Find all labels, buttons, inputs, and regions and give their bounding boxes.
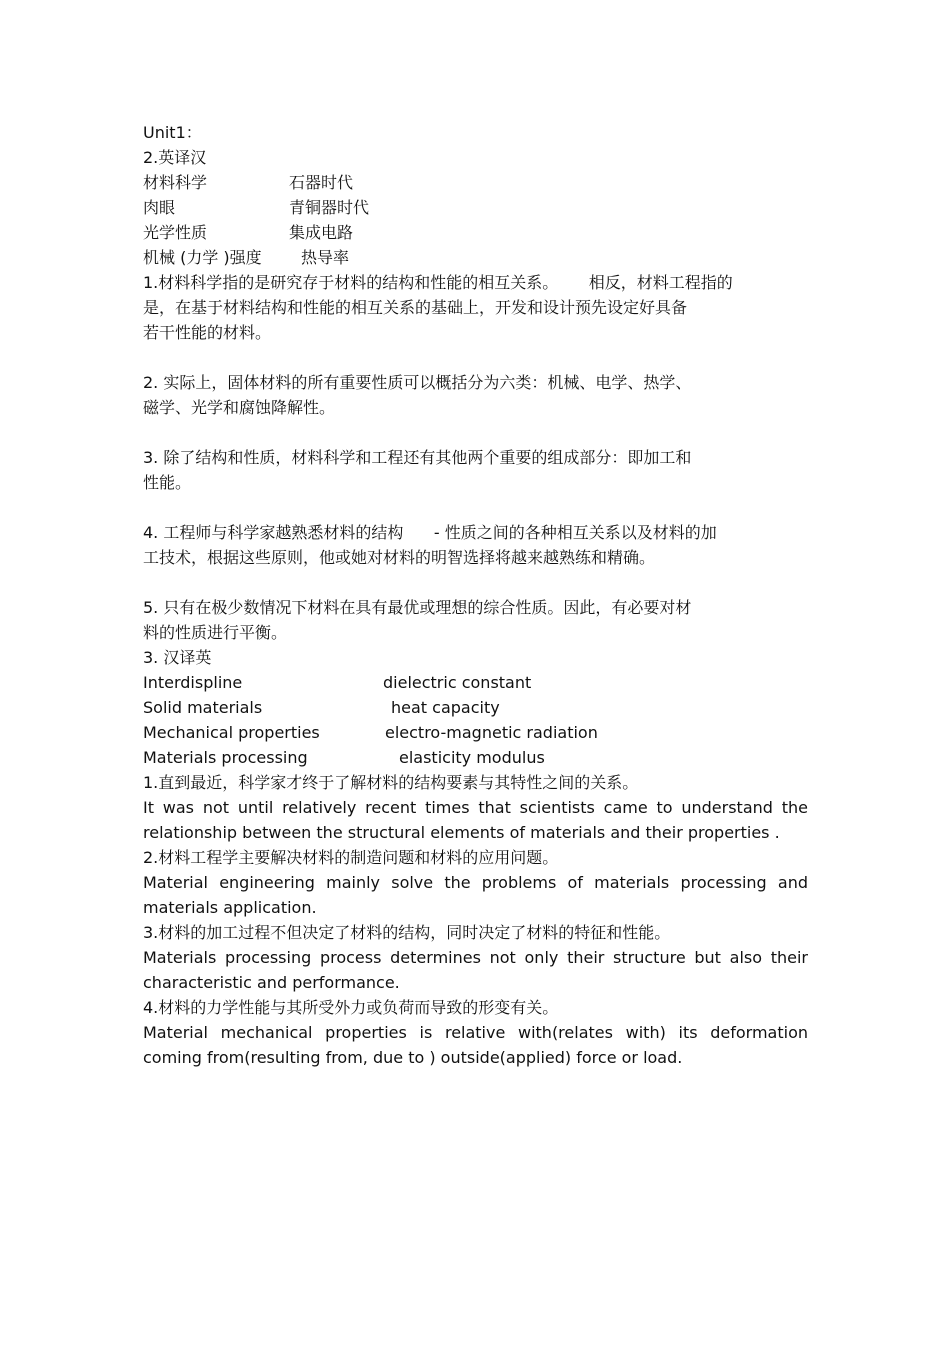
vocab-term: 石器时代 <box>289 173 354 192</box>
translation-target: Materials processing process determines not only their structure but also their characteristic and performance. <box>143 948 808 992</box>
vocab-row <box>143 720 808 745</box>
translation-source: 4.材料的力学性能与其所受外力或负荷而导致的形变有关。 <box>143 998 559 1017</box>
vocab-term: 材料科学 <box>143 173 208 192</box>
blank-line <box>143 570 808 595</box>
paragraph-line: 料的性质进行平衡。 <box>143 623 288 642</box>
vocab-term: electro-magnetic radiation <box>385 723 598 742</box>
vocab-term: 光学性质 <box>143 223 208 242</box>
document-page <box>143 120 808 1070</box>
vocab-term: 青铜器时代 <box>289 198 370 217</box>
vocab-term: elasticity modulus <box>399 748 545 767</box>
vocab-term: 集成电路 <box>289 223 354 242</box>
unit-title: Unit1： <box>143 123 202 142</box>
blank-line <box>143 495 808 520</box>
translation-target: Material engineering mainly solve the problems of materials processing and materials application. <box>143 873 808 917</box>
vocab-row <box>143 195 808 220</box>
vocab-term: 肉眼 <box>143 198 176 217</box>
translation-source: 2.材料工程学主要解决材料的制造问题和材料的应用问题。 <box>143 848 559 867</box>
translation-target: It was not until relatively recent times that scientists came to understand the relationship between the structural elements of materials and their properties . <box>143 798 808 842</box>
section-title-en-to-zh: 2.英译汉 <box>143 148 207 167</box>
paragraph-line: 3. 除了结构和性质，材料科学和工程还有其他两个重要的组成部分：即加工和 <box>143 448 692 467</box>
vocab-row <box>143 245 808 270</box>
translation-target: Material mechanical properties is relative with(relates with) its deformation coming from(resulting from, due to ) outside(applied) force or load. <box>143 1023 808 1067</box>
blank-line <box>143 345 808 370</box>
vocab-row <box>143 670 808 695</box>
paragraph-line: 2. 实际上，固体材料的所有重要性质可以概括分为六类：机械、电学、热学、 <box>143 373 692 392</box>
paragraph-line: 工技术，根据这些原则，他或她对材料的明智选择将越来越熟练和精确。 <box>143 548 656 567</box>
vocab-term: heat capacity <box>391 698 500 717</box>
paragraph-line: 若干性能的材料。 <box>143 323 272 342</box>
vocab-term: 热导率 <box>301 248 350 267</box>
paragraph-line: 4. 工程师与科学家越熟悉材料的结构 - 性质之间的各种相互关系以及材料的加 <box>143 523 717 542</box>
paragraph-line: 1.材料科学指的是研究存于材料的结构和性能的相互关系。 相反，材料工程指的 <box>143 273 733 292</box>
paragraph-line: 性能。 <box>143 473 192 492</box>
vocab-term: 机械 (力学 )强度 <box>143 248 262 267</box>
vocab-term: Mechanical properties <box>143 723 320 742</box>
vocab-row <box>143 695 808 720</box>
vocab-row <box>143 170 808 195</box>
vocab-term: Materials processing <box>143 748 308 767</box>
paragraph-line: 5. 只有在极少数情况下材料在具有最优或理想的综合性质。因此，有必要对材 <box>143 598 692 617</box>
vocab-term: Solid materials <box>143 698 263 717</box>
vocab-row <box>143 220 808 245</box>
vocab-term: dielectric constant <box>383 673 532 692</box>
paragraph-line: 是，在基于材料结构和性能的相互关系的基础上，开发和设计预先设定好具备 <box>143 298 688 317</box>
paragraph-line: 磁学、光学和腐蚀降解性。 <box>143 398 336 417</box>
translation-source: 3.材料的加工过程不但决定了材料的结构，同时决定了材料的特征和性能。 <box>143 923 671 942</box>
translation-source: 1.直到最近，科学家才终于了解材料的结构要素与其特性之间的关系。 <box>143 773 639 792</box>
section-title-zh-to-en: 3. 汉译英 <box>143 648 212 667</box>
vocab-term: Interdispline <box>143 673 243 692</box>
blank-line <box>143 420 808 445</box>
vocab-row <box>143 745 808 770</box>
